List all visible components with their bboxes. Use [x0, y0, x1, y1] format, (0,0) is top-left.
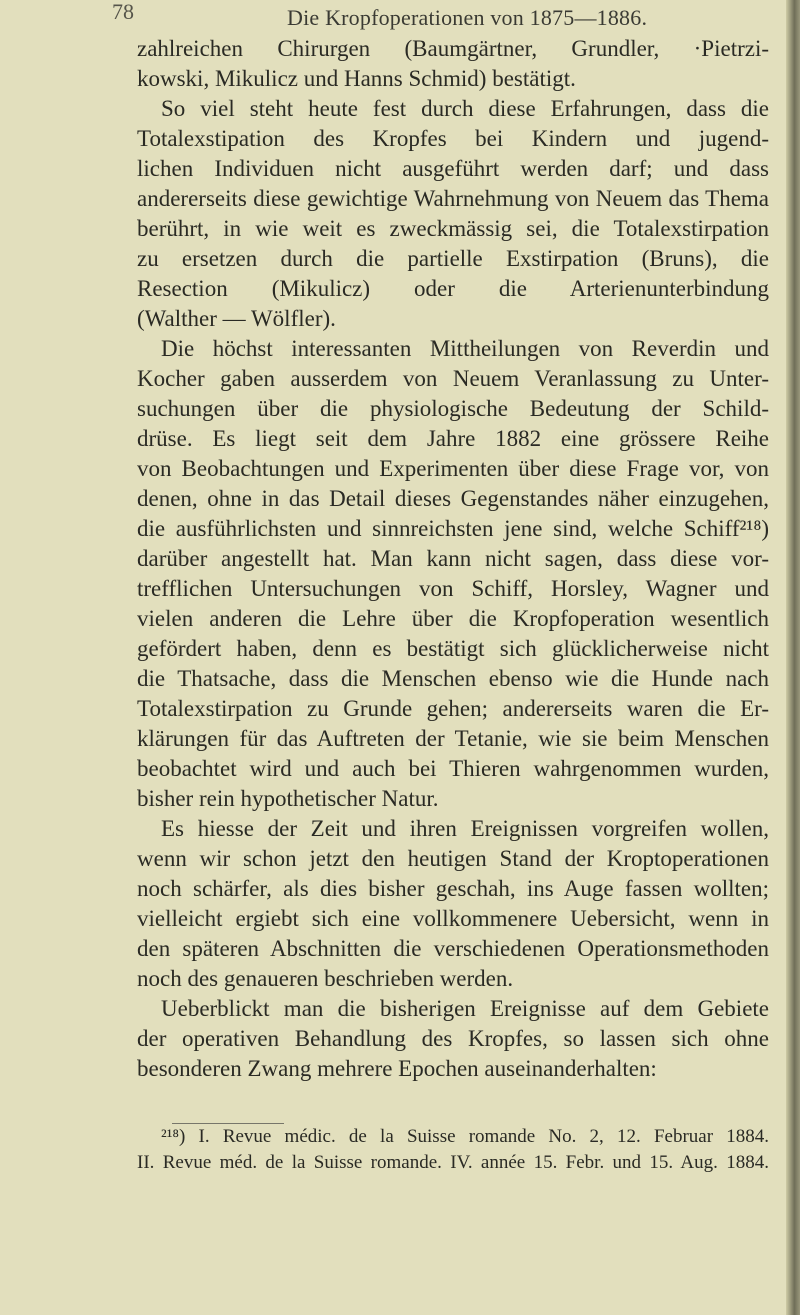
body-text: [137, 34, 769, 1084]
text-line: So viel steht heute fest durch diese Erfahrungen, dass die: [161, 96, 769, 121]
text-line: vielen anderen die Lehre über die Kropfoperation wesentlich: [137, 606, 769, 631]
text-line: vielleicht ergiebt sich eine vollkommenere Uebersicht, wenn in: [137, 906, 769, 931]
text-line: wenn wir schon jetzt den heutigen Stand der Kroptoperationen: [137, 846, 769, 871]
text-line: berührt, in wie weit es zweckmässig sei, die Totalexstirpation: [137, 216, 769, 241]
footnote-rule: [172, 1123, 284, 1124]
text-line: trefflichen Untersuchungen von Schiff, Horsley, Wagner und: [137, 576, 769, 601]
text-line: suchungen über die physiologische Bedeutung der Schild-: [137, 396, 769, 421]
text-line: lichen Individuen nicht ausgeführt werden darf; und dass: [137, 156, 769, 181]
text-line: darüber angestellt hat. Man kann nicht sagen, dass diese vor-: [137, 546, 769, 571]
text-line: die ausführlichsten und sinnreichsten jene sind, welche Schiff²¹⁸): [137, 516, 769, 541]
page-number: 78: [112, 0, 134, 24]
text-line: Ueberblickt man die bisherigen Ereignisse auf dem Gebiete: [161, 996, 769, 1021]
text-line: Totalexstirpation zu Grunde gehen; andererseits waren die Er-: [137, 696, 769, 721]
text-line: Die höchst interessanten Mittheilungen von Reverdin und: [161, 336, 769, 361]
text-line: denen, ohne in das Detail dieses Gegenstandes näher einzugehen,: [137, 486, 769, 511]
text-line: die Thatsache, dass die Menschen ebenso wie die Hunde nach: [137, 666, 769, 691]
text-line: klärungen für das Auftreten der Tetanie, wie sie beim Menschen: [137, 726, 769, 751]
running-header: Die Kropfoperationen von 1875—1886.: [287, 5, 648, 30]
text-line: Kocher gaben ausserdem von Neuem Veranlassung zu Unter-: [137, 366, 769, 391]
text-line: (Walther — Wölfler).: [137, 306, 336, 331]
text-line: besonderen Zwang mehrere Epochen auseinanderhalten:: [137, 1056, 657, 1081]
text-line: noch des genaueren beschrieben werden.: [137, 966, 514, 991]
text-line: der operativen Behandlung des Kropfes, so lassen sich ohne: [137, 1026, 769, 1051]
text-line: beobachtet wird und auch bei Thieren wahrgenommen wurden,: [137, 756, 769, 781]
text-line: noch schärfer, als dies bisher geschah, ins Auge fassen wollten;: [137, 876, 769, 901]
text-line: Es hiesse der Zeit und ihren Ereignissen vorgreifen wollen,: [161, 816, 769, 841]
text-line: gefördert haben, denn es bestätigt sich glücklicherweise nicht: [137, 636, 769, 661]
text-line: zu ersetzen durch die partielle Exstirpation (Bruns), die: [137, 246, 769, 271]
footnote-1: ²¹⁸) I. Revue médic. de la Suisse romande No. 2, 12. Februar 1884.: [161, 1126, 769, 1147]
footnote-2: II. Revue méd. de la Suisse romande. IV. année 15. Febr. und 15. Aug. 1884.: [137, 1152, 769, 1173]
text-line: Totalexstipation des Kropfes bei Kindern und jugend-: [137, 126, 769, 151]
text-line: zahlreichen Chirurgen (Baumgärtner, Grundler, ·Pietrzi-: [137, 36, 769, 61]
text-line: bisher rein hypothetischer Natur.: [137, 786, 439, 811]
text-line: von Beobachtungen und Experimenten über diese Frage vor, von: [137, 456, 769, 481]
page-edge-shadow: [786, 0, 800, 1315]
text-line: den späteren Abschnitten die verschiedenen Operationsmethoden: [137, 936, 769, 961]
text-line: kowski, Mikulicz und Hanns Schmid) bestätigt.: [137, 66, 576, 91]
text-line: drüse. Es liegt seit dem Jahre 1882 eine grössere Reihe: [137, 426, 769, 451]
text-line: andererseits diese gewichtige Wahrnehmung von Neuem das Thema: [137, 186, 769, 211]
text-line: Resection (Mikulicz) oder die Arterienunterbindung: [137, 276, 769, 301]
